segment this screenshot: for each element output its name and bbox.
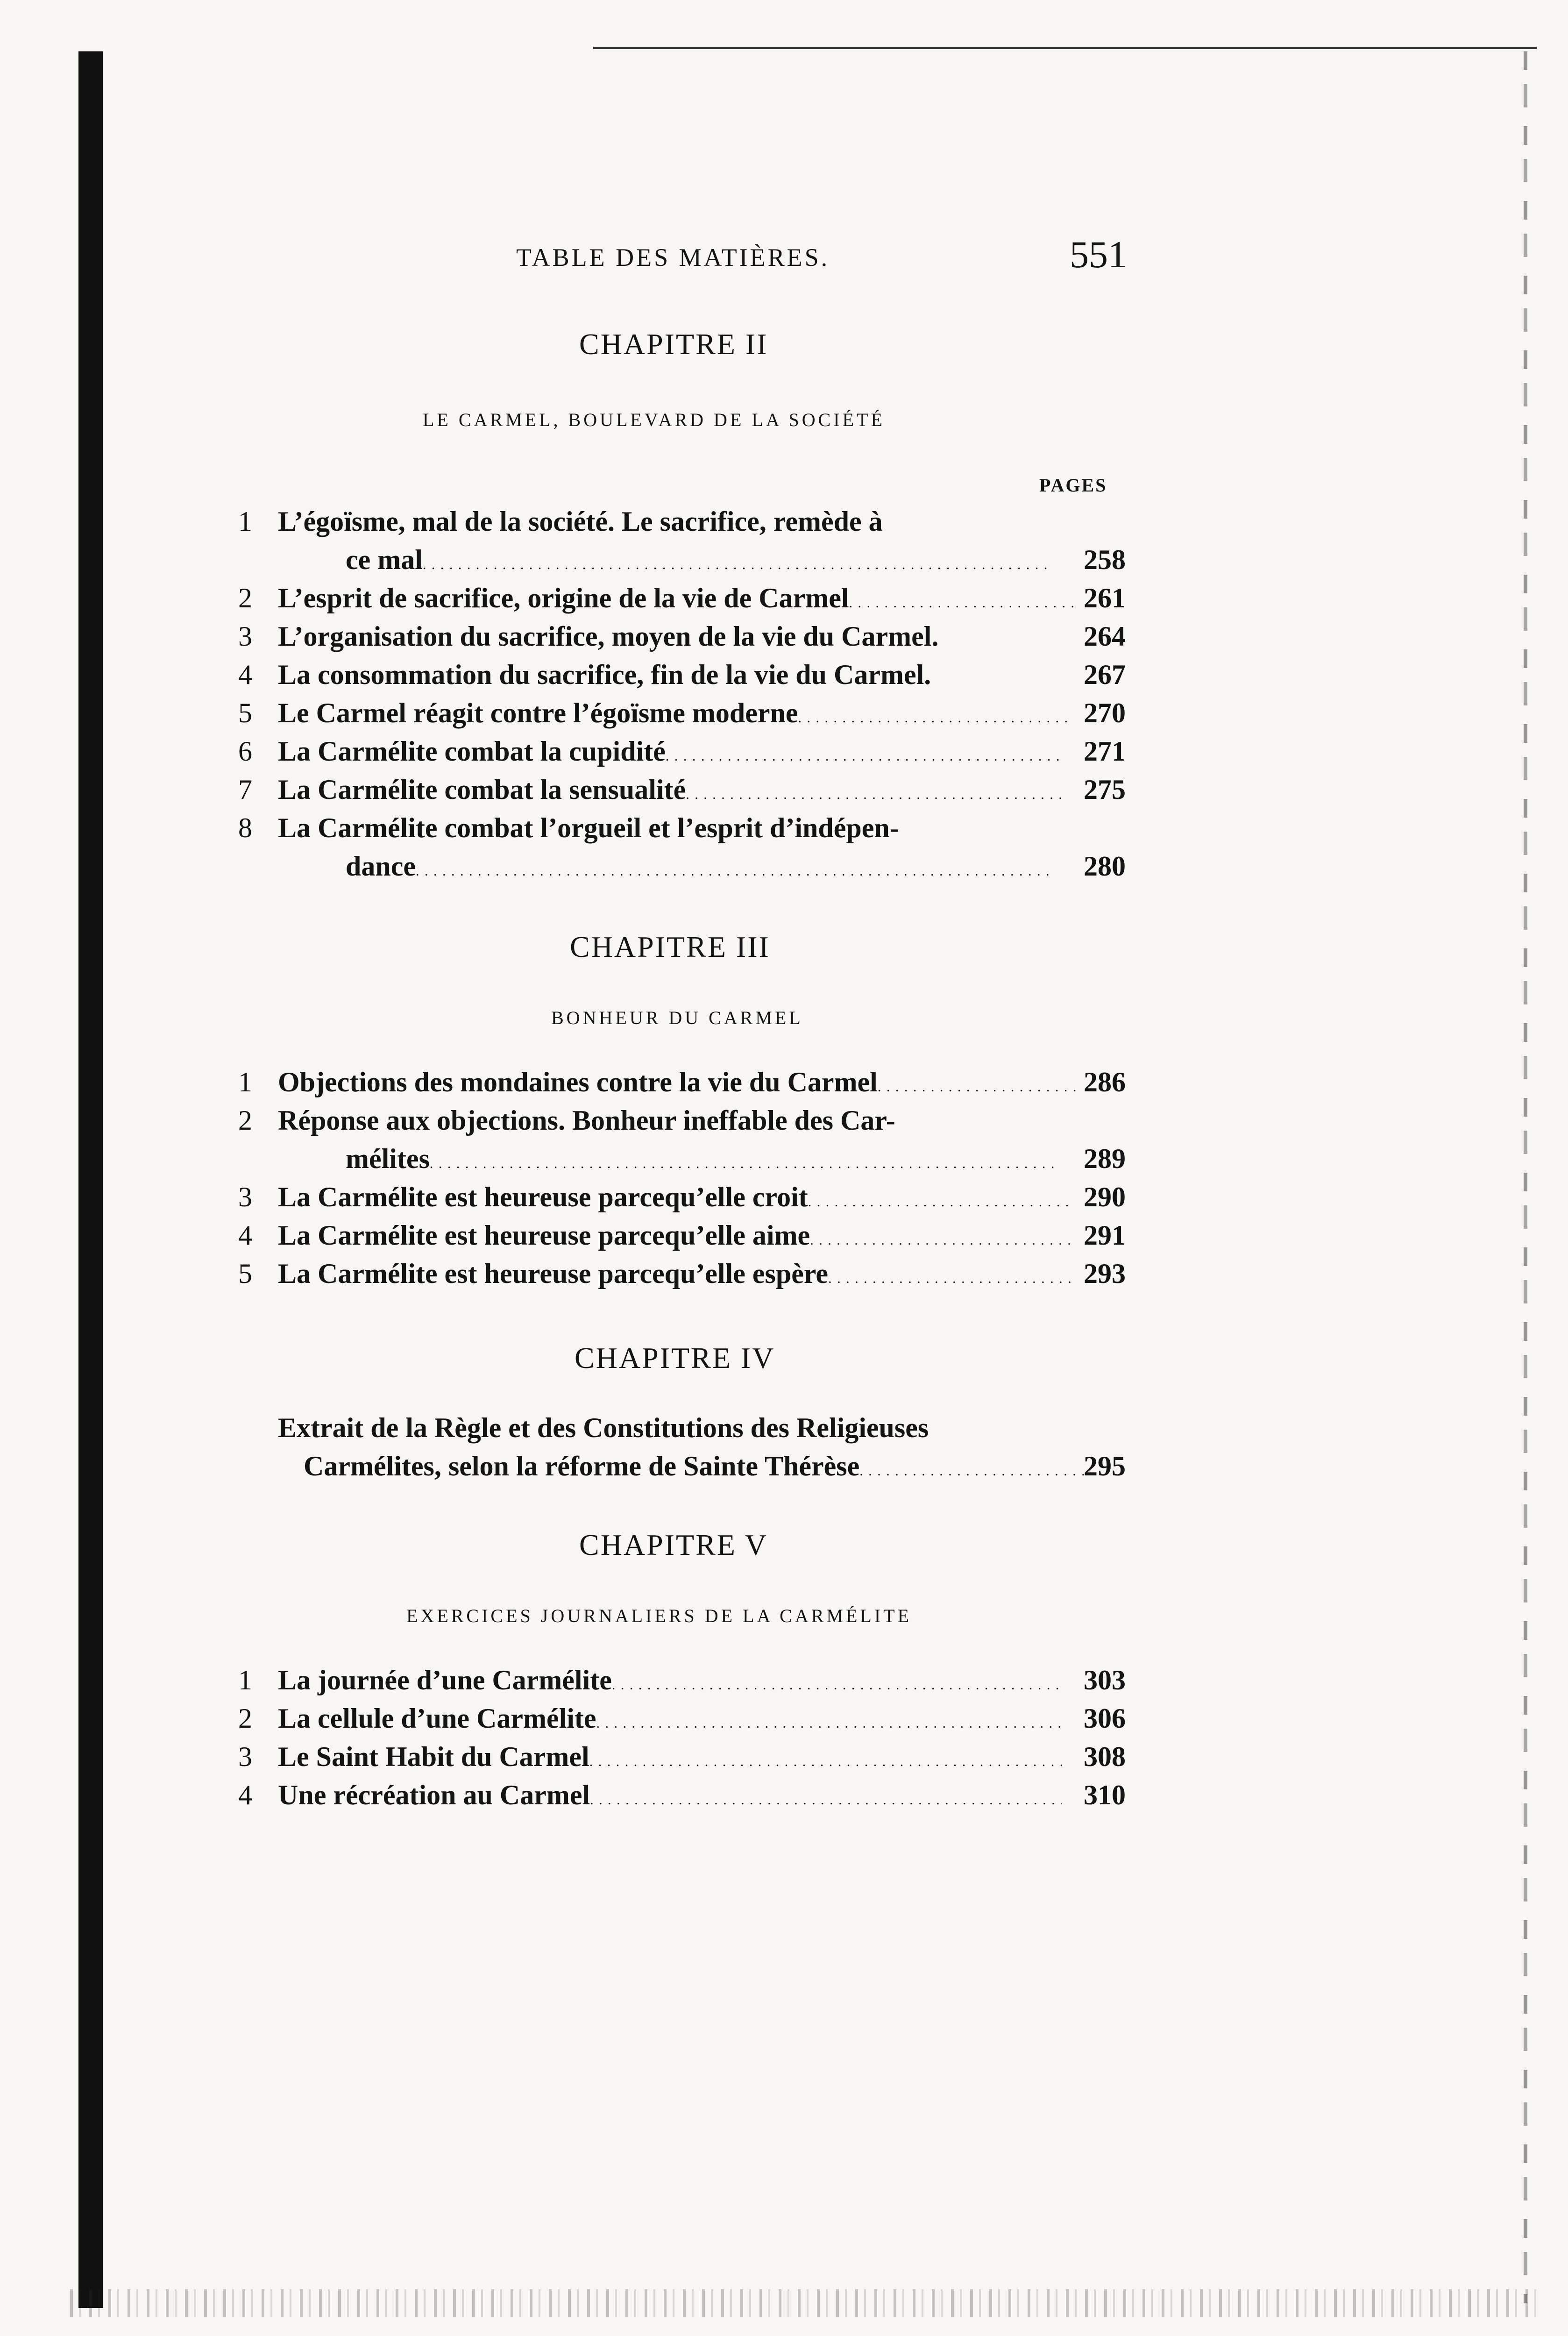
entry-page: 303 (1084, 1665, 1126, 1695)
leader-dots (859, 1447, 1084, 1490)
chapter-subtitle: BONHEUR DU CARMEL (551, 1007, 803, 1028)
entry-page: 290 (1084, 1182, 1126, 1212)
entry-number: 4 (238, 1220, 252, 1251)
leader-dots (589, 1738, 1062, 1781)
entry-number: 3 (238, 1182, 252, 1212)
toc-entry[interactable] (238, 809, 1126, 885)
scan-noise (70, 2289, 1541, 2317)
entry-number: 3 (238, 1741, 252, 1772)
entry-number: 6 (238, 736, 252, 767)
leader-dots (612, 1661, 1063, 1704)
entry-page: 295 (1084, 1451, 1126, 1481)
entry-title: La Carmélite combat la sensualité (278, 774, 686, 805)
entry-number: 5 (238, 1258, 252, 1289)
entry-title: L’égoïsme, mal de la société. Le sacrifice, remède à (278, 506, 883, 537)
leader-dots (798, 694, 1072, 737)
entry-page: 306 (1084, 1703, 1126, 1734)
leader-dots (878, 1063, 1076, 1106)
entry-number: 7 (238, 774, 252, 805)
entry-page: 310 (1084, 1780, 1126, 1810)
entry-page: 261 (1084, 583, 1126, 613)
page-right-edge (1524, 51, 1527, 2303)
entry-page: 258 (1084, 544, 1126, 575)
chapter-subtitle: LE CARMEL, BOULEVARD DE LA SOCIÉTÉ (423, 409, 885, 430)
entry-number: 1 (238, 1665, 252, 1695)
leader-dots (810, 1216, 1072, 1260)
entry-number: 1 (238, 1067, 252, 1097)
chapter-subtitle: EXERCICES JOURNALIERS DE LA CARMÉLITE (406, 1605, 912, 1626)
entry-number: 1 (238, 506, 252, 537)
entry-page: 275 (1084, 774, 1126, 805)
pages-column-label: PAGES (1039, 475, 1107, 496)
entry-title-continued: dance (346, 851, 416, 882)
entry-title: Une récréation au Carmel (278, 1780, 590, 1810)
entry-title: La consommation du sacrifice, fin de la vie du Carmel. (278, 659, 931, 690)
book-page: TABLE DES MATIÈRES. 551 CHAPITRE II LE CARMEL, BOULEVARD DE LA SOCIÉTÉ PAGES 1 L’égoïsme, mal de la société. Le sacrifice, remède à ce mal . . . 258 2 L’esprit de sacrifice, origine de la vie de Carmel . . . 261 3 L’organisation du sacrifice, moyen de la vie du Carmel. 264 4 La consommation du sacrifice, fin de la vie du Carmel. 267 5 Le Carmel réagit contre l’égoïsme moderne . . . 270 6 La Carmélite combat la cupidité . . . 271 7 La Carmélite combat la sensualité . . . 275 8 La Carmélite combat l’orgueil et l’esprit d’indépen- dance . . . 280 CHAPITRE III BONHEUR DU CARMEL 1 Objections des mondaines contre la vie du Carmel . . . 286 2 Réponse aux objections. Bonheur ineffable des Car- mélites . . . 289 3 La Carmélite est heureuse parcequ’elle croit . . . 290 4 La Carmélite est heureuse parcequ’elle aime . . . 291 5 La Carmélite est heureuse parcequ’elle espère . . . 293 CHAPITRE IV Extrait de la Règle et des Constitutions des Religieuses Carmélites, selon la réforme de Sainte Thérèse . . . 295 CHAPITRE V EXERCICES JOURNALIERS DE LA CARMÉLITE 1 La journée d’une Carmélite . . . 303 2 La cellule d’une Carmélite . . . 306 3 Le Saint Habit du Carmel . . . 308 4 Une récréation au Carmel . . . 310 (0, 0, 1568, 2336)
entry-title: L’esprit de sacrifice, origine de la vie de Carmel (278, 583, 849, 613)
leader-dots (686, 770, 1066, 814)
entry-title: La cellule d’une Carmélite (278, 1703, 596, 1734)
entry-number: 2 (238, 583, 252, 613)
chapter-text-continued[interactable]: Carmélites, selon la réforme de Sainte Thérèse . . . 295 (304, 1447, 1126, 1490)
entry-title: Le Saint Habit du Carmel (278, 1741, 589, 1772)
entry-number: 8 (238, 812, 252, 843)
leader-dots (430, 1140, 1054, 1183)
entry-number: 5 (238, 698, 252, 728)
entry-title: La Carmélite combat l’orgueil et l’esprit d’indépen- (278, 812, 899, 843)
entry-number: 4 (238, 1780, 252, 1810)
entry-page: 286 (1084, 1067, 1126, 1097)
entry-page: 308 (1084, 1741, 1126, 1772)
leader-dots (666, 732, 1065, 776)
toc-entry[interactable] (238, 1101, 1126, 1178)
leader-dots (828, 1254, 1073, 1298)
entry-title: La Carmélite est heureuse parcequ’elle espère (278, 1258, 829, 1289)
entry-number: 2 (238, 1703, 252, 1734)
entry-page: 289 (1084, 1143, 1126, 1174)
page-number: 551 (1070, 233, 1127, 276)
entry-page: 293 (1084, 1258, 1126, 1289)
leader-dots (416, 847, 1053, 890)
entry-title: La Carmélite combat la cupidité (278, 736, 666, 767)
entry-title: La Carmélite est heureuse parcequ’elle croit (278, 1182, 808, 1212)
entry-title: Objections des mondaines contre la vie du Carmel (278, 1067, 878, 1097)
leader-dots (808, 1178, 1072, 1221)
entry-number: 3 (238, 621, 252, 652)
binding-shadow (78, 51, 103, 2308)
entry-page: 264 (1084, 621, 1126, 652)
entry-page: 270 (1084, 698, 1126, 728)
running-title: TABLE DES MATIÈRES. (516, 243, 830, 271)
entry-title: Réponse aux objections. Bonheur ineffable des Car- (278, 1105, 895, 1136)
entry-title: L’organisation du sacrifice, moyen de la vie du Carmel. (278, 621, 939, 652)
leader-dots (590, 1776, 1062, 1819)
entry-number: 2 (238, 1105, 252, 1136)
leader-dots (423, 541, 1053, 584)
entry-title: La Carmélite est heureuse parcequ’elle aime (278, 1220, 810, 1251)
entry-title-continued: mélites (346, 1143, 430, 1174)
entry-title: La journée d’une Carmélite (278, 1665, 612, 1695)
page-top-edge (593, 47, 1537, 49)
entry-page: 280 (1084, 851, 1126, 882)
leader-dots (849, 579, 1074, 622)
entry-title: Le Carmel réagit contre l’égoïsme moderne (278, 698, 798, 728)
entry-number: 4 (238, 659, 252, 690)
entry-page: 267 (1084, 659, 1126, 690)
entry-page: 271 (1084, 736, 1126, 767)
toc-entry[interactable] (238, 502, 1126, 579)
entry-page: 291 (1084, 1220, 1126, 1251)
chapter-text[interactable]: Extrait de la Règle et des Constitutions des Religieuses (278, 1412, 929, 1443)
entry-title-continued: ce mal (346, 544, 423, 575)
leader-dots (596, 1699, 1062, 1743)
